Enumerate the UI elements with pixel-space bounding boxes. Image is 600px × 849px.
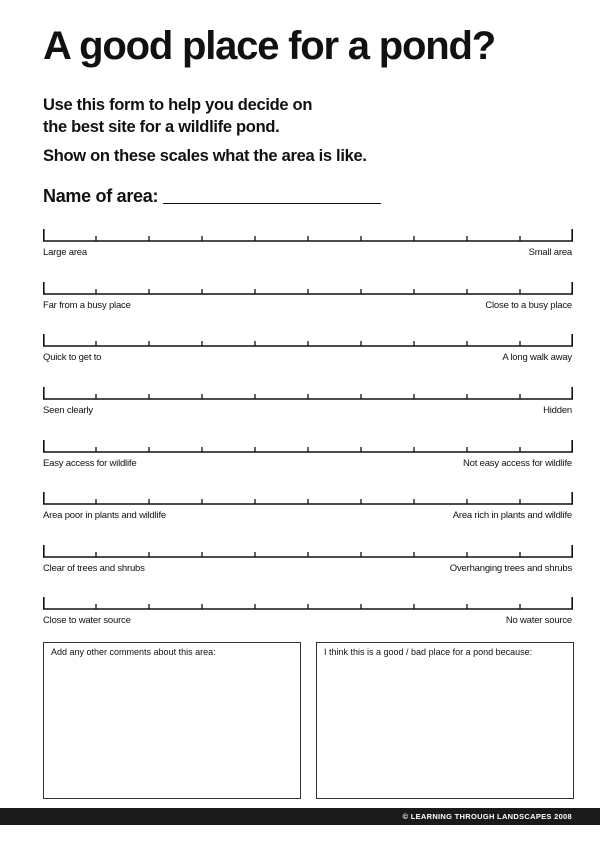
scale-access-distance: [43, 333, 573, 367]
scale-left-label: Seen clearly: [43, 405, 93, 416]
scale-left-label: Quick to get to: [43, 352, 102, 363]
scale-line[interactable]: [43, 386, 573, 402]
scale-right-label: Not easy access for wildlife: [463, 458, 572, 469]
scale-left-label: Large area: [43, 247, 87, 258]
scale-line[interactable]: [43, 333, 573, 349]
scale-line[interactable]: [43, 439, 573, 455]
scale-busy-place: [43, 281, 573, 315]
scale-right-label: No water source: [505, 615, 572, 626]
scale-right-label: Close to a busy place: [485, 300, 572, 311]
verdict-label: I think this is a good / bad place for a pond because:: [324, 647, 533, 657]
scale-line[interactable]: [43, 596, 573, 612]
scale-right-label: Small area: [528, 247, 572, 258]
page-title: A good place for a pond?: [43, 24, 495, 68]
scale-plants-wildlife: [43, 491, 573, 525]
name-of-area-field[interactable]: [163, 203, 381, 204]
scale-right-label: Hidden: [543, 405, 572, 416]
scale-right-label: A long walk away: [502, 352, 572, 363]
scale-line[interactable]: [43, 228, 573, 244]
scale-right-label: Overhanging trees and shrubs: [449, 563, 572, 574]
scale-left-label: Clear of trees and shrubs: [43, 563, 145, 574]
scale-right-label: Area rich in plants and wildlife: [452, 510, 572, 521]
other-comments-box[interactable]: [43, 642, 301, 799]
scale-left-label: Close to water source: [43, 615, 131, 626]
footer-bar: [0, 808, 600, 825]
scale-trees-shrubs: [43, 544, 573, 578]
intro-line-2: the best site for a wildlife pond.: [43, 118, 280, 136]
scale-line[interactable]: [43, 544, 573, 560]
scale-left-label: Area poor in plants and wildlife: [43, 510, 166, 521]
verdict-box[interactable]: [316, 642, 574, 799]
scale-line[interactable]: [43, 281, 573, 297]
scale-left-label: Far from a busy place: [43, 300, 131, 311]
scale-left-label: Easy access for wildlife: [43, 458, 137, 469]
intro-line-1: Use this form to help you decide on: [43, 96, 313, 114]
scale-visibility: [43, 386, 573, 420]
name-of-area-label: Name of area:: [43, 186, 159, 206]
scale-area-size: [43, 228, 573, 262]
name-of-area-row: [43, 183, 381, 207]
scale-line[interactable]: [43, 491, 573, 507]
scale-wildlife-access: [43, 439, 573, 473]
scale-water-source: [43, 596, 573, 630]
copyright-text: © LEARNING THROUGH LANDSCAPES 2008: [402, 812, 572, 821]
intro-line-3: Show on these scales what the area is like.: [43, 147, 367, 165]
other-comments-label: Add any other comments about this area:: [51, 647, 216, 657]
